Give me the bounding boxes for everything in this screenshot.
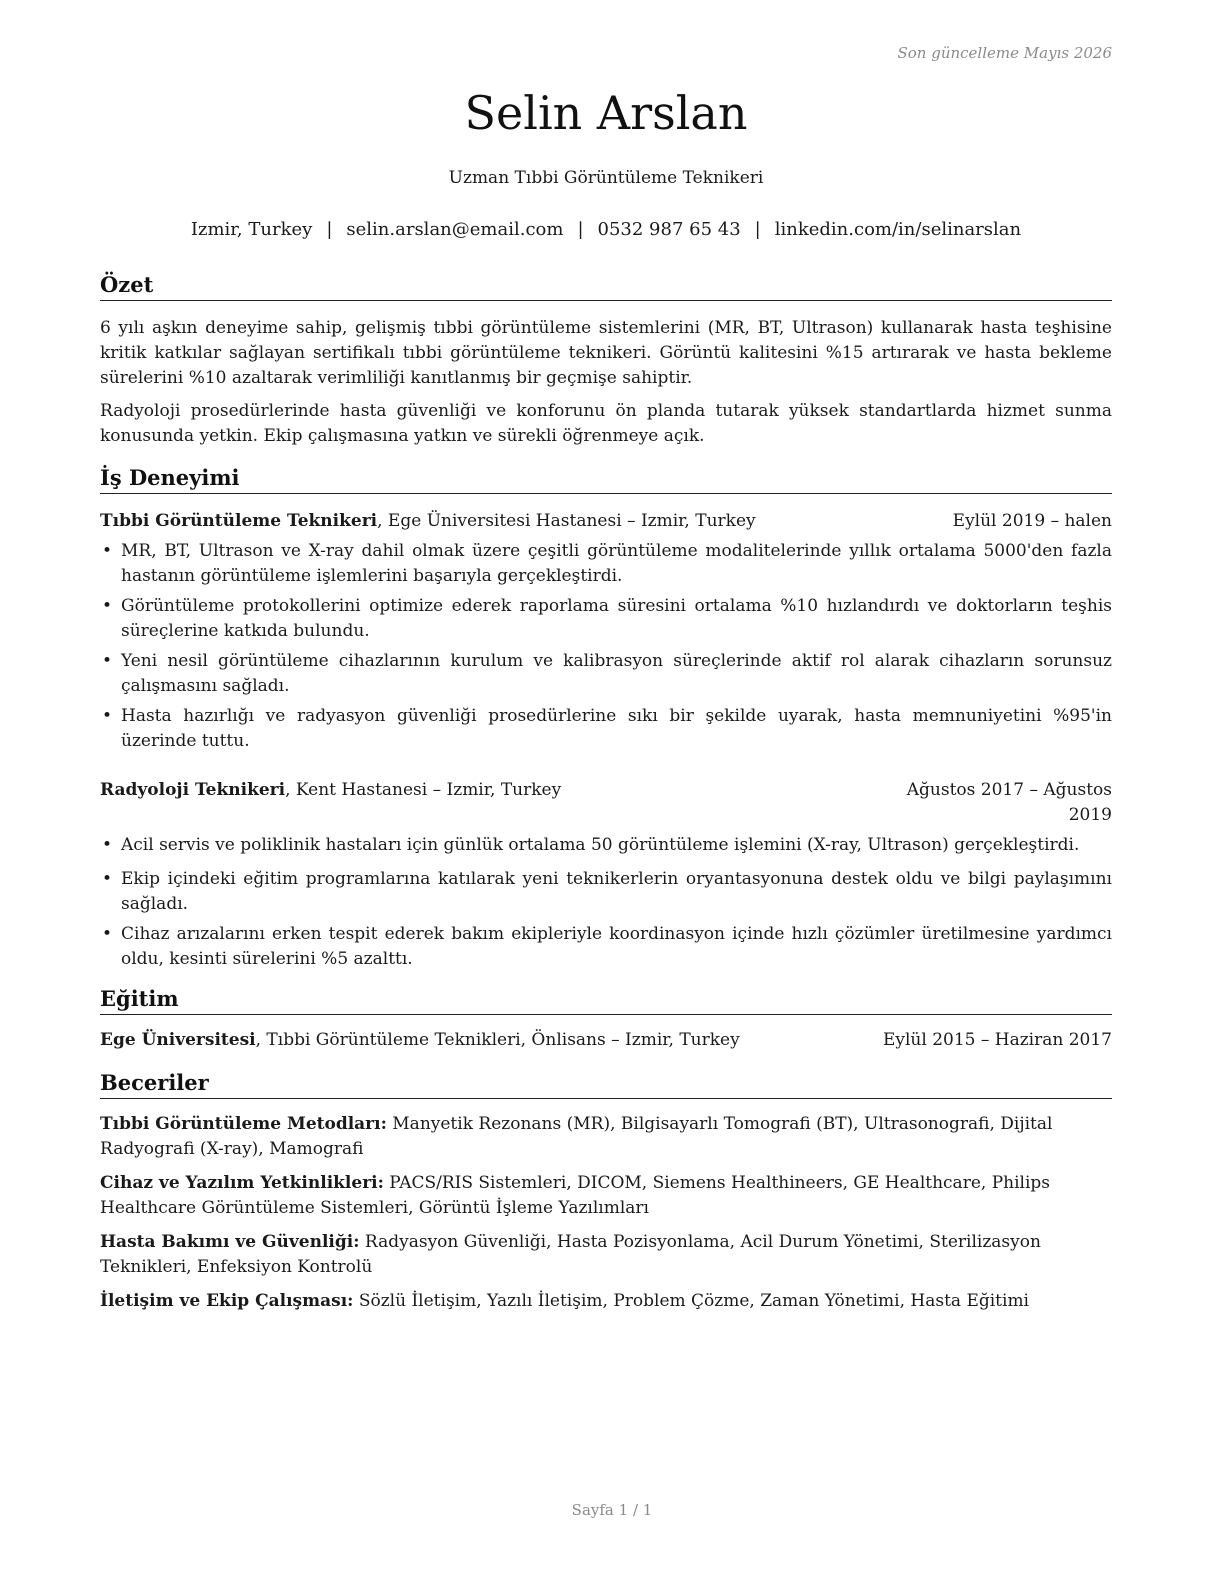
summary-paragraph: Radyoloji prosedürlerinde hasta güvenliği ve konforunu ön planda tutarak yüksek standartlarda hizmet sunma konusunda yetkin. Ekip çalışmasına yatkın ve sürekli öğrenmeye açık. xyxy=(100,401,1112,446)
contact-separator: | xyxy=(754,219,761,240)
skill-group-label: İletişim ve Ekip Çalışması: xyxy=(100,1291,354,1311)
bullet-item: • Hasta hazırlığı ve radyasyon güvenliği prosedürlerine sıkı bir şekilde uyarak, hasta memnuniyetini %95'in üzerinde tuttu. xyxy=(100,704,1112,754)
contact-line xyxy=(100,219,1112,240)
skill-group xyxy=(100,1112,1112,1162)
section-heading-summary: Özet xyxy=(100,271,1112,301)
job-title: Uzman Tıbbi Görüntüleme Teknikeri xyxy=(448,168,764,188)
education-date: Eylül 2015 – Haziran 2017 xyxy=(882,1030,1112,1050)
bullet-item: • Yeni nesil görüntüleme cihazlarının kurulum ve kalibrasyon süreçlerinde aktif rol alarak cihazların sorunsuz çalışmasını sağladı. xyxy=(100,649,1112,699)
education-section xyxy=(100,985,1112,1053)
job-org: , Ege Üniversitesi Hastanesi – Izmir, Turkey xyxy=(377,511,756,531)
skill-group xyxy=(100,1230,1112,1280)
job-entry xyxy=(100,509,1112,754)
job-entry xyxy=(100,778,1112,972)
page-number: Sayfa 1 / 1 xyxy=(571,1501,653,1519)
skill-group-label: Hasta Bakımı ve Güvenliği: xyxy=(100,1232,360,1252)
candidate-name: Selin Arslan xyxy=(464,86,748,140)
skill-group-label: Tıbbi Görüntüleme Metodları: xyxy=(100,1114,387,1134)
contact-location: Izmir, Turkey xyxy=(190,219,313,240)
contact-email[interactable]: selin.arslan@email.com xyxy=(346,219,564,240)
skill-group-label: Cihaz ve Yazılım Yetkinlikleri: xyxy=(100,1173,384,1193)
bullet-item: • Görüntüleme protokollerini optimize ederek raporlama süresini ortalama %10 hızlandırdı ve doktorların teşhis süreçlerine katkıda bulundu. xyxy=(100,594,1112,644)
education-detail: , Tıbbi Görüntüleme Teknikleri, Önlisans – Izmir, Turkey xyxy=(255,1030,740,1050)
job-org: , Kent Hastanesi – Izmir, Turkey xyxy=(285,780,562,800)
contact-separator: | xyxy=(577,219,584,240)
bullet-item: • Acil servis ve poliklinik hastaları için günlük ortalama 50 görüntüleme işlemini (X-ray, Ultrason) gerçekleştirdi. xyxy=(100,833,1112,858)
bullet-item: • Ekip içindeki eğitim programlarına katılarak yeni teknikerlerin oryantasyonuna destek oldu ve bilgi paylaşımını sağladı. xyxy=(100,867,1112,917)
skill-group xyxy=(100,1289,1112,1314)
bullet-item: • MR, BT, Ultrason ve X-ray dahil olmak üzere çeşitli görüntüleme modalitelerinde yıllık ortalama 5000'den fazla hastanın görüntüleme işlemlerini başarıyla gerçekleştirdi. xyxy=(100,539,1112,589)
job-header xyxy=(100,778,1112,828)
skill-group-items: Manyetik Rezonans (MR), Bilgisayarlı Tomografi (BT), Ultrasonografi, Dijital Radyografi (X-ray), Mamografi xyxy=(100,1114,1053,1159)
skills-section xyxy=(100,1069,1112,1314)
last-updated: Son güncelleme Mayıs 2026 xyxy=(897,44,1112,62)
contact-linkedin[interactable]: linkedin.com/in/selinarslan xyxy=(774,219,1022,240)
section-heading-experience: İş Deneyimi xyxy=(100,464,1112,494)
experience-section xyxy=(100,464,1112,972)
section-heading-skills: Beceriler xyxy=(100,1069,1112,1099)
education-school: Ege Üniversitesi xyxy=(100,1030,256,1050)
education-entry xyxy=(100,1028,1112,1053)
job-title-org xyxy=(100,509,756,534)
job-role: Tıbbi Görüntüleme Teknikeri xyxy=(100,511,378,531)
skill-group-items: Radyasyon Güvenliği, Hasta Pozisyonlama, Acil Durum Yönetimi, Sterilizasyon Teknikleri, Enfeksiyon Kontrolü xyxy=(100,1232,1041,1277)
job-header xyxy=(100,509,1112,534)
skill-group-items: PACS/RIS Sistemleri, DICOM, Siemens Healthineers, GE Healthcare, Philips Healthcare Görüntüleme Sistemleri, Görüntü İşleme Yazılımları xyxy=(100,1173,1050,1218)
skill-group xyxy=(100,1171,1112,1221)
summary-section xyxy=(100,271,1112,449)
education-school-detail xyxy=(100,1028,740,1053)
section-heading-education: Eğitim xyxy=(100,985,1112,1015)
contact-phone: 0532 987 65 43 xyxy=(597,219,741,240)
job-date: Ağustos 2017 – Ağustos 2019 xyxy=(906,780,1112,825)
job-date: Eylül 2019 – halen xyxy=(952,511,1112,531)
job-bullets xyxy=(100,833,1112,972)
job-role: Radyoloji Teknikeri xyxy=(100,780,286,800)
job-bullets xyxy=(100,539,1112,754)
skill-group-items: Sözlü İletişim, Yazılı İletişim, Problem Çözme, Zaman Yönetimi, Hasta Eğitimi xyxy=(353,1291,1029,1311)
summary-paragraph: 6 yılı aşkın deneyime sahip, gelişmiş tıbbi görüntüleme sistemlerini (MR, BT, Ultrason) kullanarak hasta teşhisine kritik katkılar sağlayan sertifikalı tıbbi görüntüleme teknikeri. Görüntü kalitesini %15 artırarak ve hasta bekleme sürelerini %10 azaltarak verimliliği kanıtlanmış bir geçmişe sahiptir. xyxy=(100,318,1112,388)
contact-separator: | xyxy=(326,219,333,240)
job-title-org xyxy=(100,778,561,828)
bullet-item: • Cihaz arızalarını erken tespit ederek bakım ekipleriyle koordinasyon içinde hızlı çözümler üretilmesine yardımcı oldu, kesinti sürelerini %5 azalttı. xyxy=(100,922,1112,972)
